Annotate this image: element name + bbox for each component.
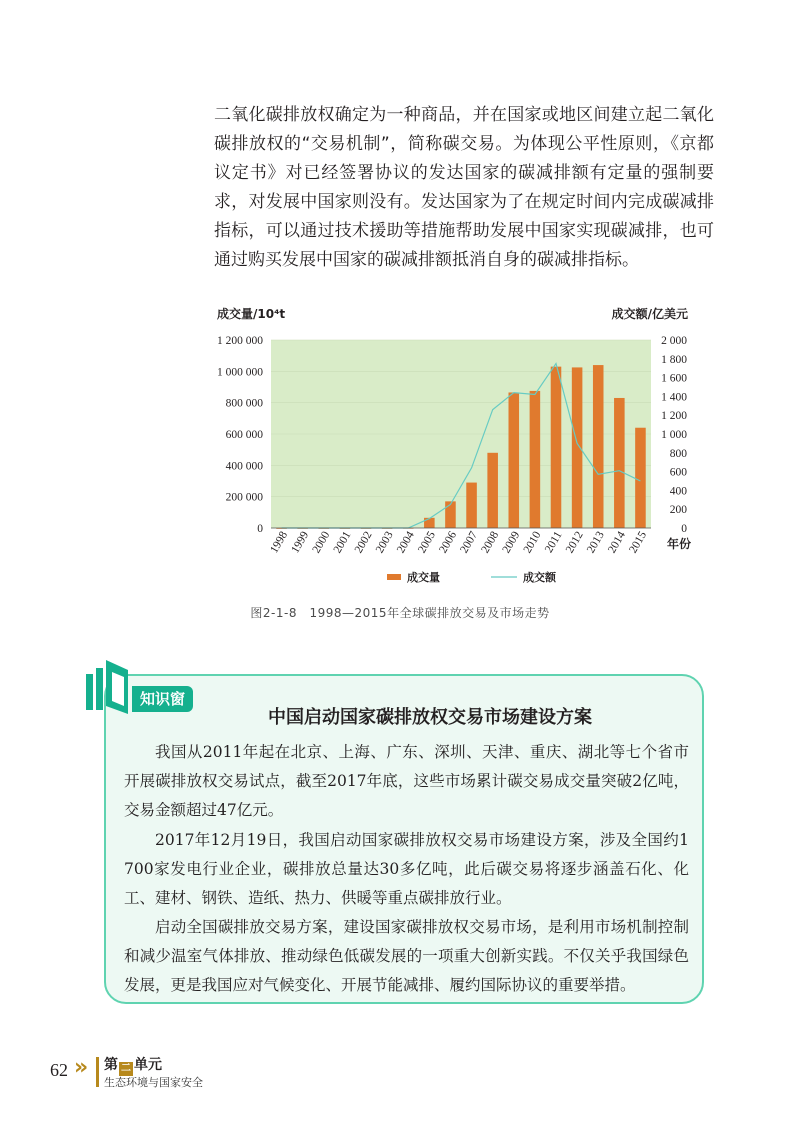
x-tick-label: 2000 [310,529,333,556]
left-tick-label: 800 000 [225,397,263,410]
legend [387,570,557,584]
book-icon [86,660,130,714]
right-tick-label: 0 [681,523,687,535]
bar-volume-2010 [530,391,541,528]
left-tick-label: 400 000 [225,460,263,473]
x-tick-label: 2009 [500,529,523,556]
right-axis-title: 成交额/亿美元 [611,307,688,321]
right-tick-label: 600 [669,466,687,479]
x-tick-label: 2004 [394,529,417,556]
bar-volume-2006 [445,501,456,528]
bar-volume-2005 [424,518,435,528]
x-tick-label: 2007 [458,529,481,556]
page-number: 62 [50,1060,68,1080]
right-tick-label: 1 200 [661,410,687,423]
x-tick-label: 2010 [521,529,544,556]
left-tick-label: 1 000 000 [217,366,263,379]
left-tick-label: 200 000 [225,491,263,504]
bar-volume-2011 [551,367,562,528]
unit-label [104,1054,162,1076]
left-tick-label: 0 [257,523,263,535]
x-tick-label: 2006 [437,529,460,556]
x-tick-label: 1999 [289,529,312,556]
right-tick-label: 1 400 [661,391,687,404]
right-tick-label: 1 000 [661,429,687,441]
right-tick-label: 1 600 [661,372,687,385]
knowledge-paragraph: 启动全国碳排放交易方案，建设国家碳排放权交易市场，是利用市场机制控制和减少温室气体排放、推动绿色低碳发展的一项重大创新实践。不仅关乎我国绿色发展，更是我国应对气候变化、开展节能减排、履约国际协议的重要举措。 [124,918,689,994]
intro-paragraph: 二氧化碳排放权确定为一种商品，并在国家或地区间建立起二氧化碳排放权的“交易机制”，简称碳交易。为体现公平性原则，《京都议定书》对已经签署协议的发达国家的碳减排额有定量的强制要求，对发展中国家则没有。发达国家为了在规定时间内完成碳减排指标，可以通过技术援助等措施帮助发展中国家实现碳减排，也可通过购买发展中国家的碳减排额抵消自身的碳减排指标。 [214,105,714,270]
x-tick-label: 2003 [373,529,396,556]
x-axis-title: 年份 [667,537,692,551]
x-tick-label: 2014 [606,529,628,556]
unit-subtitle: 生态环境与国家安全 [104,1076,203,1089]
bar-volume-2015 [635,428,646,528]
left-tick-label: 1 200 000 [217,335,263,347]
bar-volume-2009 [509,392,520,528]
knowledge-tag: 知识窗 [132,686,193,712]
x-tick-label: 2013 [584,529,607,556]
knowledge-paragraph: 2017年12月19日，我国启动国家碳排放权交易市场建设方案，涉及全国约1 700家发电行业企业，碳排放总量达30多亿吨，此后碳交易将逐步涵盖石化、化工、建材、钢铁、造纸、热力、供暖等重点碳排放行业。 [124,831,689,907]
right-tick-label: 400 [669,485,687,498]
right-tick-label: 200 [669,504,687,517]
chevron-icon: » [74,1055,89,1080]
knowledge-paragraph: 我国从2011年起在北京、上海、广东、深圳、天津、重庆、湖北等七个省市开展碳排放权交易试点，截至2017年底，这些市场累计碳交易成交量突破2亿吨，交易金额超过47亿元。 [124,743,689,819]
x-tick-label: 2008 [479,529,502,556]
legend-swatch-volume [387,574,401,580]
bar-volume-2008 [487,453,498,528]
right-tick-label: 1 800 [661,353,687,366]
unit-prefix: 第 [104,1057,118,1073]
right-tick-label: 2 000 [661,335,687,347]
bar-volume-2014 [614,398,625,528]
x-tick-label: 2015 [627,529,650,556]
legend-label-volume: 成交量 [407,571,440,584]
x-tick-label: 2011 [542,529,565,556]
x-tick-label: 2002 [352,529,375,556]
knowledge-title: 中国启动国家碳排放权交易市场建设方案 [268,707,592,728]
x-tick-label: 2005 [416,529,438,556]
footer-divider [96,1057,99,1087]
x-tick-label: 2012 [563,529,586,556]
bar-volume-2012 [572,367,583,528]
bar-volume-2013 [593,365,604,528]
left-tick-label: 600 000 [225,429,263,441]
unit-suffix: 单元 [134,1057,162,1073]
legend-label-amount: 成交额 [523,571,556,584]
x-tick-label: 2001 [331,529,354,556]
right-tick-label: 800 [669,447,687,460]
x-tick-label: 1998 [268,529,291,556]
carbon-trading-chart [195,300,715,600]
figure-caption: 图2-1-8 1998—2015年全球碳排放交易及市场走势 [250,606,550,620]
bar-volume-2007 [466,483,477,528]
left-axis-title: 成交量/10⁴t [217,307,286,321]
unit-number: 二 [121,1063,131,1074]
